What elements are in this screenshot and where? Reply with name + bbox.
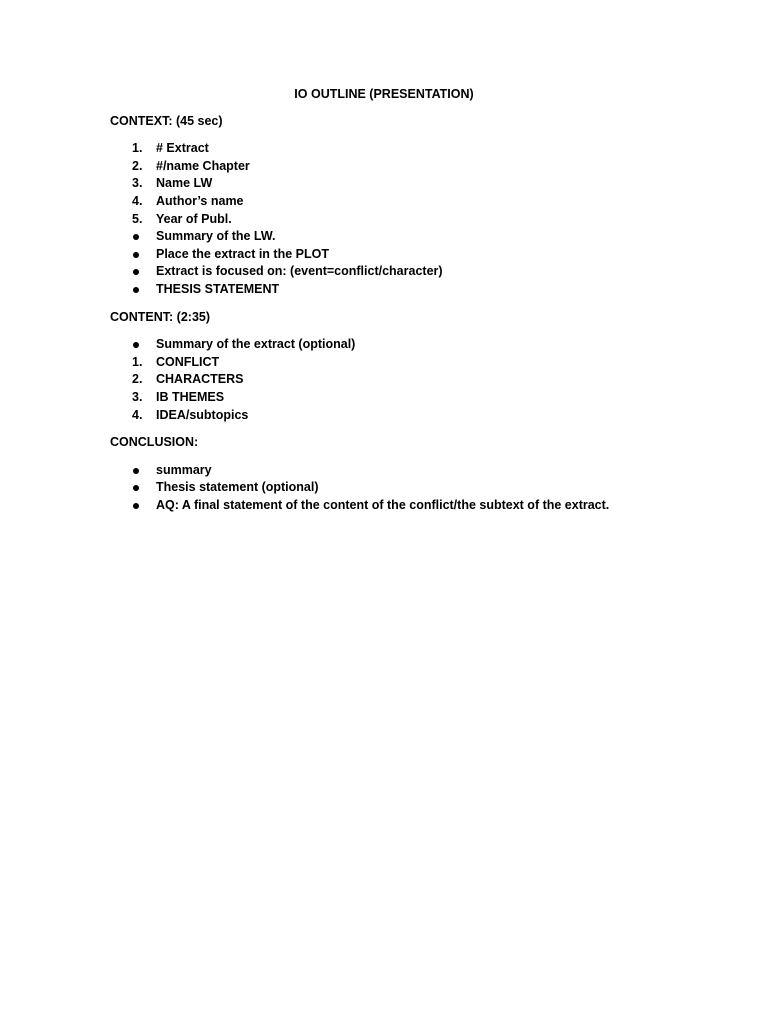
section-heading: CONTENT: (2:35) xyxy=(110,309,211,324)
list-item xyxy=(110,193,670,211)
list-number: 1. xyxy=(132,141,143,156)
list-item-text: CONFLICT xyxy=(156,354,220,369)
list-item-text: Extract is focused on: (event=conflict/character) xyxy=(156,264,443,279)
list-item-text: Summary of the LW. xyxy=(156,229,276,244)
list-item-text: Name LW xyxy=(156,176,213,191)
context-list xyxy=(110,140,670,298)
list-item xyxy=(110,371,670,389)
section-heading: CONTEXT: (45 sec) xyxy=(110,113,223,128)
list-item xyxy=(110,336,670,354)
list-number: 1. xyxy=(132,354,143,369)
list-item xyxy=(110,140,670,158)
list-item xyxy=(110,158,670,176)
list-item-text: IDEA/subtopics xyxy=(156,407,249,422)
bullet-icon xyxy=(133,269,139,275)
list-item xyxy=(110,263,670,281)
section-heading: CONCLUSION: xyxy=(110,435,199,450)
list-item xyxy=(110,354,670,372)
document-title: IO OUTLINE (PRESENTATION) xyxy=(294,87,474,101)
section-conclusion xyxy=(110,434,670,514)
list-item-text: AQ: A final statement of the content of the conflict/the subtext of the extract. xyxy=(156,497,610,512)
bullet-icon xyxy=(133,234,139,240)
list-number: 5. xyxy=(132,211,143,226)
list-item xyxy=(110,407,670,425)
list-item-text: summary xyxy=(156,462,212,477)
list-number: 4. xyxy=(132,407,143,422)
list-item-text: CHARACTERS xyxy=(156,372,244,387)
list-item xyxy=(110,281,670,299)
list-item-text: Year of Publ. xyxy=(156,211,232,226)
list-number: 4. xyxy=(132,193,143,208)
section-content xyxy=(110,309,670,425)
list-number: 3. xyxy=(132,176,143,191)
list-number: 3. xyxy=(132,389,143,404)
bullet-icon xyxy=(133,287,139,293)
list-item-text: # Extract xyxy=(156,141,209,156)
list-item-text: Author’s name xyxy=(156,193,244,208)
conclusion-list xyxy=(110,462,670,515)
list-number: 2. xyxy=(132,372,143,387)
bullet-icon xyxy=(133,503,139,509)
list-item xyxy=(110,246,670,264)
bullet-icon xyxy=(133,342,139,348)
list-item xyxy=(110,497,670,515)
list-item xyxy=(110,479,670,497)
bullet-icon xyxy=(133,252,139,258)
list-item xyxy=(110,175,670,193)
list-item xyxy=(110,211,670,229)
list-item-text: Place the extract in the PLOT xyxy=(156,246,329,261)
list-item xyxy=(110,228,670,246)
list-item xyxy=(110,389,670,407)
list-item-text: THESIS STATEMENT xyxy=(156,281,280,296)
document-body xyxy=(110,86,670,524)
bullet-icon xyxy=(133,485,139,491)
list-item-text: #/name Chapter xyxy=(156,158,250,173)
list-item-text: IB THEMES xyxy=(156,389,225,404)
list-item xyxy=(110,462,670,480)
list-item-text: Summary of the extract (optional) xyxy=(156,337,356,352)
list-item-text: Thesis statement (optional) xyxy=(156,480,319,495)
section-context xyxy=(110,113,670,299)
content-list xyxy=(110,336,670,424)
bullet-icon xyxy=(133,468,139,474)
list-number: 2. xyxy=(132,158,143,173)
